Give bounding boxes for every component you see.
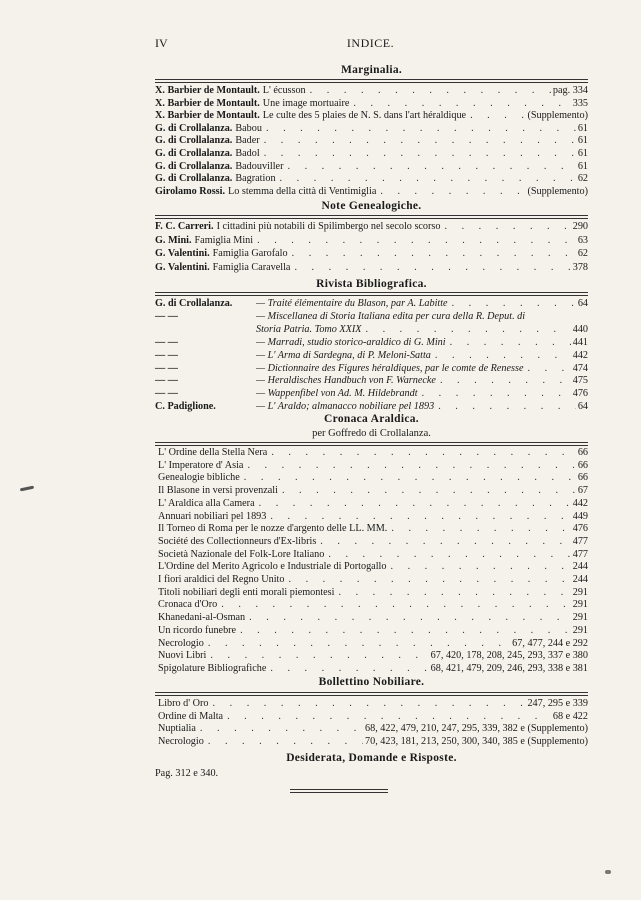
ink-mark: [605, 870, 611, 874]
leader-dots: [446, 336, 571, 350]
index-entry: [155, 735, 588, 749]
entry-title: Une image mortuaire: [262, 97, 350, 109]
entry-page: 244: [572, 561, 588, 573]
leader-dots: [434, 400, 576, 414]
entry-page: 291: [572, 612, 588, 624]
entry-title: Famiglia Caravella: [212, 262, 291, 274]
entry-author: — —: [155, 349, 178, 361]
entry-title: Famiglia Garofalo: [212, 248, 288, 260]
index-entry: [155, 247, 588, 261]
divider: [155, 79, 588, 83]
entry-page: 68, 421, 479, 209, 246, 293, 338 e 381: [430, 662, 588, 674]
entry-title: Babou: [235, 122, 262, 134]
entry-title: Annuari nobiliari pel 1893: [158, 510, 267, 522]
divider: [155, 215, 588, 219]
entry-page: 291: [572, 586, 588, 598]
index-entry: [155, 185, 588, 199]
index-entry: [155, 362, 588, 376]
entry-page: 64: [577, 298, 588, 309]
entry-page: 67, 420, 178, 208, 245, 293, 337 e 380: [430, 650, 588, 662]
divider: [155, 692, 588, 696]
entry-title: Il Blasone in versi provenzali: [158, 485, 278, 497]
entry-page: 440: [572, 323, 588, 335]
entry-page: 67: [577, 485, 588, 497]
entry-title: Necrologio: [158, 637, 204, 649]
leader-dots: [204, 735, 363, 749]
entry-page: 474: [572, 362, 588, 374]
entry-page: 70, 423, 181, 213, 250, 300, 340, 385 e (Supplemento): [365, 736, 588, 748]
entry-page: (Supplemento): [527, 110, 588, 122]
section-title-genealogiche: Note Genealogiche.: [321, 200, 422, 212]
entry-page: 66: [577, 447, 588, 458]
entry-title: I cittadini più notabili di Spilimbergo nel secolo scorso: [216, 221, 441, 232]
leader-dots: [290, 261, 570, 275]
entry-title: Un ricordo funebre: [158, 624, 237, 636]
leader-dots: [440, 220, 570, 234]
leader-dots: [431, 349, 571, 363]
entry-page: 62: [577, 173, 588, 185]
entry-page: 477: [572, 548, 588, 560]
entry-title: Titoli nobiliari degli enti morali piemontesi: [158, 586, 335, 598]
entry-page: 66: [577, 459, 588, 471]
divider: [155, 292, 588, 296]
section-subtitle-cronaca: per Goffredo di Crollalanza.: [312, 428, 431, 439]
entry-title: Genealogie bibliche: [158, 472, 240, 484]
entry-page: 476: [572, 388, 588, 400]
entry-page: 63: [577, 234, 588, 246]
entry-author: G. di Crollalanza.: [155, 160, 233, 172]
entry-author: — —: [155, 375, 178, 387]
entry-author: Girolamo Rossi.: [155, 185, 225, 197]
entry-title: — Marradi, studio storico-araldico di G. Mini: [256, 336, 446, 348]
entry-title: L'Ordine del Merito Agricolo e Industriale di Portogallo: [158, 561, 387, 573]
entry-author: — —: [155, 388, 178, 400]
index-entry: [155, 336, 588, 350]
page-number: IV: [155, 36, 168, 50]
entry-title: Société des Collectionneurs d'Ex-libris: [158, 535, 317, 547]
entry-page: 61: [577, 135, 588, 147]
leader-dots: [436, 374, 571, 388]
entry-title: — Miscellanea di Storia Italiana edita per cura della R. Deput. di: [256, 310, 526, 322]
closing-rule: [290, 792, 388, 793]
entry-page: 449: [572, 510, 588, 522]
entry-title: Lo stemma della città di Ventimiglia: [228, 185, 377, 197]
section-title-marginalia: Marginalia.: [340, 64, 403, 76]
entry-title: Cronaca d'Oro: [158, 599, 218, 611]
section-title-desiderata: Desiderata, Domande e Risposte.: [286, 752, 457, 764]
entry-title: Storia Patria. Tomo XXIX: [256, 323, 362, 335]
entry-title: Le culte des 5 plaies de N. S. dans l'art héraldique: [262, 110, 467, 122]
entry-title: Nuovi Libri: [158, 650, 207, 662]
entry-page: 477: [572, 535, 588, 547]
leader-dots: [376, 185, 525, 199]
section-title-rivista: Rivista Bibliografica.: [316, 278, 427, 290]
page-title: INDICE.: [346, 36, 395, 50]
closing-rule: [290, 789, 388, 790]
index-entry: [155, 220, 588, 234]
index-entry: [155, 349, 588, 363]
entry-page: 335: [572, 97, 588, 109]
index-entry: [155, 374, 588, 388]
entry-title: Badouviller: [235, 160, 284, 172]
leader-dots: [448, 297, 576, 311]
entry-page: 64: [577, 401, 588, 413]
entry-author: X. Barbier de Montault.: [155, 97, 260, 109]
entry-title: Famiglia Mini: [194, 234, 254, 246]
entry-title: — Heraldisches Handbuch von F. Warnecke: [256, 375, 436, 387]
entry-page: 291: [572, 599, 588, 611]
entry-author: X. Barbier de Montault.: [155, 110, 260, 122]
entry-title: — Wappenfibel von Ad. M. Hildebrandt: [256, 388, 418, 400]
entry-author: — —: [155, 362, 178, 374]
entry-title: Ordine di Malta: [158, 710, 224, 722]
ink-mark: [20, 486, 34, 492]
entry-title: L' écusson: [262, 85, 306, 96]
entry-page: 61: [577, 160, 588, 172]
entry-title: I fiori araldici del Regno Unito: [158, 574, 285, 585]
entry-title: — Dictionnaire des Figures héraldiques, par le comte de Renesse: [256, 362, 524, 374]
index-entry: [155, 234, 588, 248]
desiderata-pages-text: Pag. 312 e 340.: [155, 768, 219, 779]
leader-dots: [266, 662, 428, 676]
entry-title: — L' Arma di Sardegna, di P. Meloni-Satta: [256, 349, 431, 361]
desiderata-pages: [155, 767, 588, 781]
entry-page: 291: [572, 624, 588, 636]
leader-dots: [288, 247, 576, 261]
entry-title: Nuptialia: [158, 723, 196, 735]
index-entry: [155, 662, 588, 676]
entry-author: G. di Crollalanza.: [155, 122, 233, 134]
entry-title: Il Torneo di Roma per le nozze d'argento delle LL. MM.: [158, 523, 388, 535]
entry-title: L' Ordine della Stella Nera: [158, 447, 268, 458]
entry-title: Necrologio: [158, 736, 204, 748]
entry-author: — —: [155, 336, 178, 348]
entry-author: G. Valentini.: [155, 262, 210, 274]
entry-author: G. di Crollalanza.: [155, 148, 233, 159]
entry-title: L' Araldica alla Camera: [158, 497, 255, 509]
entry-title: Bagration: [235, 173, 276, 185]
entry-author: C. Padiglione.: [155, 401, 216, 413]
entry-page: 68, 422, 479, 210, 247, 295, 339, 382 e (Supplemento): [365, 723, 588, 735]
entry-page: (Supplemento): [527, 185, 588, 197]
leader-dots: [253, 234, 576, 248]
entry-author: — —: [155, 310, 178, 322]
entry-title: L' Imperatore d' Asia: [158, 459, 244, 471]
index-entry: [155, 323, 588, 337]
entry-page: 475: [572, 375, 588, 387]
entry-title: Badol: [235, 148, 260, 159]
entry-page: 442: [572, 497, 588, 509]
entry-page: 378: [572, 262, 588, 274]
entry-title: Società Nazionale del Folk-Lore Italiano: [158, 548, 325, 560]
entry-page: pag. 334: [552, 85, 588, 96]
entry-page: 441: [572, 336, 588, 348]
entry-page: 247, 295 e 339: [527, 698, 588, 709]
leader-dots: [523, 362, 570, 376]
entry-page: 244: [572, 574, 588, 585]
entry-title: — Traité élémentaire du Blason, par A. Labitte: [256, 298, 448, 309]
entry-title: — L' Araldo; almanacco nobiliare pel 1893: [256, 401, 435, 413]
entry-page: 66: [577, 472, 588, 484]
section-title-bollettino: Bollettino Nobiliare.: [318, 676, 425, 688]
entry-title: Libro d' Oro: [158, 698, 209, 709]
running-header: [155, 36, 586, 52]
entry-page: 61: [577, 148, 588, 159]
entry-author: X. Barbier de Montault.: [155, 85, 260, 96]
entry-title: Spigolature Bibliografiche: [158, 662, 267, 674]
entry-author: G. Mini.: [155, 234, 192, 246]
entry-author: F. C. Carreri.: [155, 221, 214, 232]
entry-page: 62: [577, 248, 588, 260]
entry-author: G. di Crollalanza.: [155, 135, 233, 147]
section-title-cronaca: Cronaca Araldica.: [324, 413, 419, 425]
entry-title: Khanedani-al-Osman: [158, 612, 246, 624]
leader-dots: [418, 387, 571, 401]
entry-page: 68 e 422: [552, 710, 588, 722]
entry-author: G. di Crollalanza.: [155, 298, 233, 309]
entry-page: 290: [572, 221, 588, 232]
entry-title: Bader: [235, 135, 260, 147]
leader-dots: [361, 323, 570, 337]
entry-author: G. Valentini.: [155, 248, 210, 260]
index-entry: [155, 310, 588, 324]
entry-page: 442: [572, 349, 588, 361]
index-entry: [155, 400, 588, 414]
entry-page: 67, 477, 244 e 292: [512, 637, 588, 649]
index-entry: [155, 387, 588, 401]
index-entry: [155, 261, 588, 275]
entry-page: 61: [577, 122, 588, 134]
entry-page: 476: [572, 523, 588, 535]
entry-author: G. di Crollalanza.: [155, 173, 233, 185]
index-entry: [155, 297, 588, 311]
